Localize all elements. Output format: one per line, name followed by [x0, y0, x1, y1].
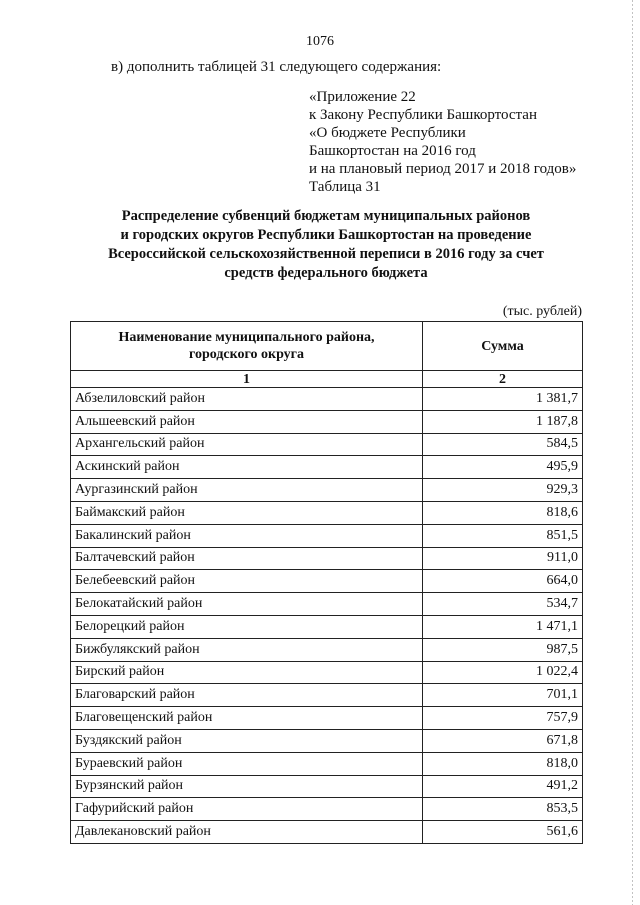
district-name: Аургазинский район: [71, 479, 423, 502]
amount-value: 671,8: [423, 729, 583, 752]
table-row: [71, 501, 583, 524]
amount-value: 911,0: [423, 547, 583, 570]
district-name: Белебеевский район: [71, 570, 423, 593]
document-title: [70, 207, 582, 283]
header-name: Наименование муниципального района, городского округа: [71, 322, 423, 371]
appendix-line: и на плановый период 2017 и 2018 годов»: [309, 161, 577, 177]
district-name: Давлекановский район: [71, 821, 423, 844]
title-line: и городских округов Республики Башкортостан на проведение: [120, 227, 532, 243]
district-name: Белокатайский район: [71, 593, 423, 616]
table-row: [71, 570, 583, 593]
table-label: Таблица 31: [309, 179, 381, 195]
amount-value: 1 471,1: [423, 615, 583, 638]
district-name: Балтачевский район: [71, 547, 423, 570]
table-header-row: [71, 322, 583, 371]
table-row: [71, 798, 583, 821]
column-number-row: [71, 371, 583, 388]
table-row: [71, 456, 583, 479]
amount-value: 561,6: [423, 821, 583, 844]
amount-value: 491,2: [423, 775, 583, 798]
table-row: [71, 433, 583, 456]
table-row: [71, 479, 583, 502]
amount-value: 818,6: [423, 501, 583, 524]
district-name: Альшеевский район: [71, 410, 423, 433]
table-row: [71, 752, 583, 775]
title-line: Распределение субвенций бюджетам муниципальных районов: [121, 208, 531, 224]
appendix-header: [309, 88, 576, 196]
amount-value: 1 187,8: [423, 410, 583, 433]
subvention-table: [70, 321, 583, 844]
district-name: Бакалинский район: [71, 524, 423, 547]
amount-value: 534,7: [423, 593, 583, 616]
amount-value: 757,9: [423, 707, 583, 730]
district-name: Абзелиловский район: [71, 388, 423, 411]
column-number: 2: [423, 371, 583, 388]
units-label: (тыс. рублей): [502, 304, 582, 319]
table-row: [71, 775, 583, 798]
district-name: Бирский район: [71, 661, 423, 684]
header-amount: Сумма: [423, 322, 583, 371]
appendix-line: к Закону Республики Башкортостан: [309, 107, 537, 123]
table-row: [71, 615, 583, 638]
page-number: 1076: [306, 34, 334, 49]
table-row: [71, 593, 583, 616]
district-name: Архангельский район: [71, 433, 423, 456]
district-name: Бураевский район: [71, 752, 423, 775]
amount-value: 851,5: [423, 524, 583, 547]
table-row: [71, 410, 583, 433]
amount-value: 495,9: [423, 456, 583, 479]
scan-edge: [632, 0, 633, 905]
table-row: [71, 661, 583, 684]
table-row: [71, 729, 583, 752]
district-name: Благоварский район: [71, 684, 423, 707]
table-row: [71, 638, 583, 661]
amount-value: 1 022,4: [423, 661, 583, 684]
amount-value: 818,0: [423, 752, 583, 775]
intro-text: в) дополнить таблицей 31 следующего содержания:: [111, 59, 442, 75]
district-name: Белорецкий район: [71, 615, 423, 638]
amount-value: 987,5: [423, 638, 583, 661]
amount-value: 929,3: [423, 479, 583, 502]
table-body: [71, 388, 583, 844]
district-name: Аскинский район: [71, 456, 423, 479]
amount-value: 1 381,7: [423, 388, 583, 411]
appendix-line: «Приложение 22: [309, 89, 416, 105]
title-line: Всероссийской сельскохозяйственной переписи в 2016 году за счет: [108, 246, 544, 262]
amount-value: 664,0: [423, 570, 583, 593]
district-name: Баймакский район: [71, 501, 423, 524]
district-name: Бурзянский район: [71, 775, 423, 798]
amount-value: 853,5: [423, 798, 583, 821]
appendix-line: Башкортостан на 2016 год: [309, 143, 476, 159]
table-row: [71, 821, 583, 844]
title-line: средств федерального бюджета: [224, 265, 428, 281]
table-row: [71, 547, 583, 570]
district-name: Благовещенский район: [71, 707, 423, 730]
table-row: [71, 684, 583, 707]
district-name: Гафурийский район: [71, 798, 423, 821]
table-row: [71, 707, 583, 730]
district-name: Бижбулякский район: [71, 638, 423, 661]
table-row: [71, 524, 583, 547]
column-number: 1: [71, 371, 423, 388]
appendix-line: «О бюджете Республики: [309, 125, 466, 141]
table-row: [71, 388, 583, 411]
district-name: Буздякский район: [71, 729, 423, 752]
amount-value: 701,1: [423, 684, 583, 707]
amount-value: 584,5: [423, 433, 583, 456]
